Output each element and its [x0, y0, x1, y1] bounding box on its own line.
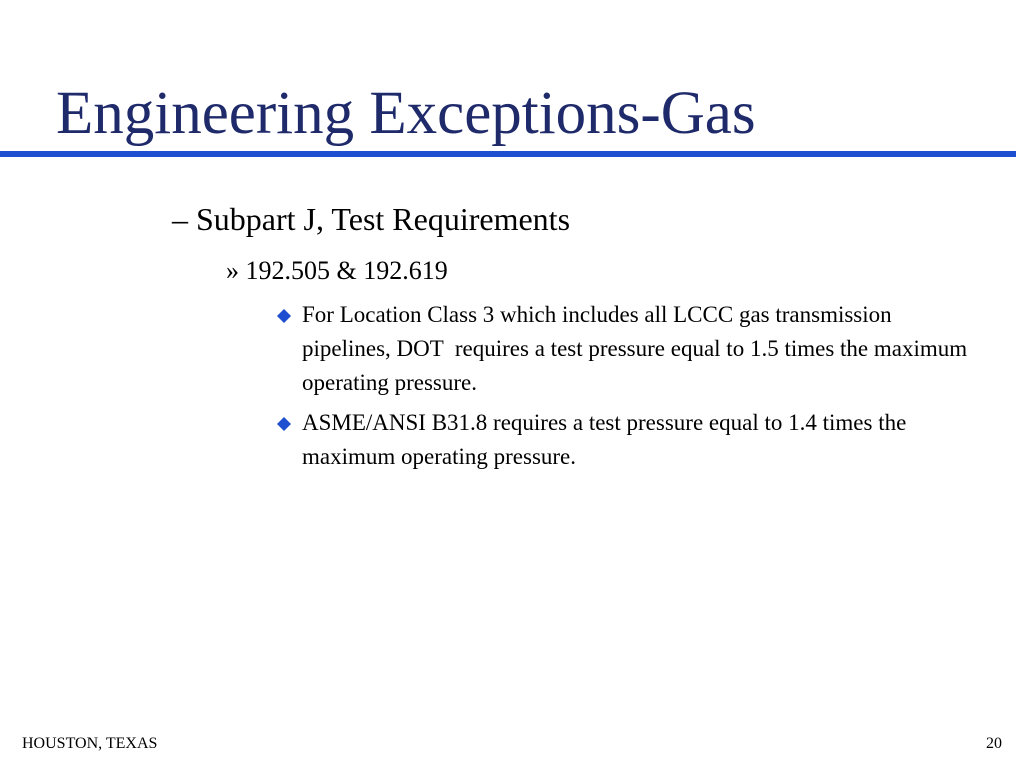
- page-number: 20: [986, 735, 1002, 752]
- bullet-text: ASME/ANSI B31.8 requires a test pressure equal to 1.4 times the maximum operating pressure.: [302, 410, 913, 469]
- dash-marker: –: [172, 201, 188, 237]
- diamond-bullet-icon: [276, 308, 292, 324]
- level2-text: 192.505 & 192.619: [245, 256, 448, 285]
- bullet-item: [276, 298, 976, 400]
- level1-text: Subpart J, Test Requirements: [196, 201, 571, 237]
- slide-title: Engineering Exceptions-Gas: [56, 80, 756, 147]
- chevron-marker: »: [226, 256, 239, 285]
- bullet-text: For Location Class 3 which includes all LCCC gas transmission pipelines, DOT requires a test pressure equal to 1.5 times the maximum operating pressure.: [302, 302, 973, 395]
- title-divider: [0, 151, 1016, 157]
- footer-location: HOUSTON, TEXAS: [22, 735, 158, 752]
- diamond-bullet-icon: [276, 416, 292, 432]
- level1-item: [172, 198, 570, 240]
- bullet-item: [276, 406, 976, 474]
- level2-item: [226, 254, 448, 288]
